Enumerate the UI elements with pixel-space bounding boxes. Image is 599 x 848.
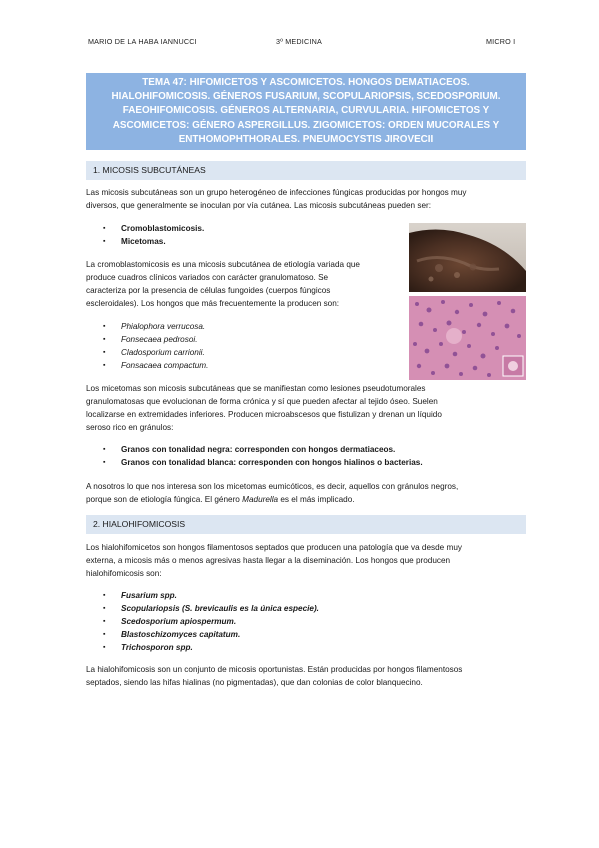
text-span: es el más implicado.: [278, 495, 355, 504]
arm-lesion-image: [409, 223, 526, 292]
cromo-fungi-list: [103, 320, 208, 372]
eumicoticos-paragraph: [86, 480, 458, 506]
text-line: seroso rico en gránulos:: [86, 423, 174, 432]
list-item: ▪ Scedosporium apiospermum.: [103, 615, 319, 628]
list-item: ▪ Cladosporium carrionii.: [103, 346, 208, 359]
text-line: Los hialohifomicetos son hongos filamentosos septados que producen una patología que va desde muy: [86, 543, 462, 552]
title-line: TEMA 47: HIFOMICETOS Y ASCOMICETOS. HONGOS DEMATIACEOS.: [142, 77, 470, 88]
list-item: ▪ Granos con tonalidad negra: corresponden con hongos dermatiaceos.: [103, 443, 423, 456]
list-item: ▪ Fonsecaea pedrosoi.: [103, 333, 208, 346]
hialo-fungi-list: [103, 589, 319, 654]
list-item: ▪ Scopulariopsis (S. brevicaulis es la única especie).: [103, 602, 319, 615]
section-heading-micosis-subcutaneas: 1. MICOSIS SUBCUTÁNEAS: [86, 161, 526, 180]
text-line: Las micosis subcutáneas son un grupo heterogéneo de infecciones fúngicas producidas por hongos muy: [86, 188, 467, 197]
list-item: ▪ Micetomas.: [103, 235, 204, 248]
title-line: HIALOHIFOMICOSIS. GÉNEROS FUSARIUM, SCOPULARIOPSIS, SCEDOSPORIUM.: [111, 91, 501, 103]
header-course: 3º MEDICINA: [276, 37, 322, 46]
text-line: externa, a micosis más o menos agresivas hasta llegar a la diseminación. Los hongos que producen: [86, 556, 451, 565]
genus-madurella: Madurella: [242, 495, 279, 504]
list-item: ▪ Fusarium spp.: [103, 589, 319, 602]
section2-closing: [86, 663, 462, 689]
section2-intro: [86, 541, 462, 580]
section-heading-hialohifomicosis: 2. HIALOHIFOMICOSIS: [86, 515, 526, 534]
text-line: septados, siendo las hifas hialinas (no pigmentadas), que dan colonias de color blanquecino.: [86, 678, 423, 687]
list-item: ▪ Cromoblastomicosis.: [103, 222, 204, 235]
text-line: granulomatosas que evolucionan de forma crónica y sí que pueden afectar al tejido óseo. Suelen: [86, 397, 438, 406]
text-line: localizarse en extremidades inferiores. Producen microabscesos que fistulizan y drenan un líquido: [86, 410, 442, 419]
text-line: La hialohifomicosis son un conjunto de micosis oportunistas. Están producidas por hongos filamentosos: [86, 665, 463, 674]
clinical-photo-arm-lesion: [409, 223, 526, 292]
text-line: A nosotros lo que nos interesa son los micetomas eumicóticos, es decir, aquellos con gránulos negros,: [86, 482, 459, 491]
micetomas-paragraph: [86, 382, 442, 434]
list-item: ▪ Blastoschizomyces capitatum.: [103, 628, 319, 641]
header-subject: MICRO I: [486, 37, 516, 46]
text-line: La cromoblastomicosis es una micosis subcutánea de etiología variada que: [86, 260, 360, 269]
list-item: ▪ Fonsacaea compactum.: [103, 359, 208, 372]
text-line: [86, 493, 458, 506]
cromoblastomicosis-paragraph: [86, 258, 360, 310]
title-line: ENTHOMOPHTHORALES. PNEUMOCYSTIS JIROVECII: [178, 133, 434, 145]
text-line: caracteriza por la presencia de células fungoides (cuerpos fúngicos: [86, 286, 331, 295]
text-line: escleroidales). Los hongos que más frecuentemente la producen son:: [86, 299, 340, 308]
granos-list: [103, 443, 423, 469]
header-author: MARIO DE LA HABA IANNUCCI: [88, 37, 197, 46]
histology-photo: [409, 296, 526, 380]
title-line: FAEOHIFOMICOSIS. GÉNEROS ALTERNARIA, CURVULARIA. HIFOMICETOS Y: [122, 105, 490, 117]
text-line: produce cuadros clínicos variados con carácter granulomatoso. Se: [86, 273, 329, 282]
list-item: ▪ Phialophora verrucosa.: [103, 320, 208, 333]
text-line: diversos, que generalmente se inoculan por vía cutánea. Las micosis subcutáneas pueden ser:: [86, 201, 431, 210]
title-banner: [86, 73, 526, 150]
text-line: hialohifomicosis son:: [86, 569, 162, 578]
text-span: porque son de etiología fúngica. El género: [86, 495, 243, 504]
title-line: ASCOMICETOS: GÉNERO ASPERGILLUS. ZIGOMICETOS: ORDEN MUCORALES Y: [112, 119, 500, 131]
list-item: ▪ Trichosporon spp.: [103, 641, 319, 654]
histology-image: [409, 296, 526, 380]
text-line: Los micetomas son micosis subcutáneas que se manifiestan como lesiones pseudotumorales: [86, 384, 426, 393]
list-item: ▪ Granos con tonalidad blanca: corresponden con hongos hialinos o bacterias.: [103, 456, 423, 469]
section1-intro: [86, 186, 467, 212]
micosis-types-list: [103, 222, 204, 248]
